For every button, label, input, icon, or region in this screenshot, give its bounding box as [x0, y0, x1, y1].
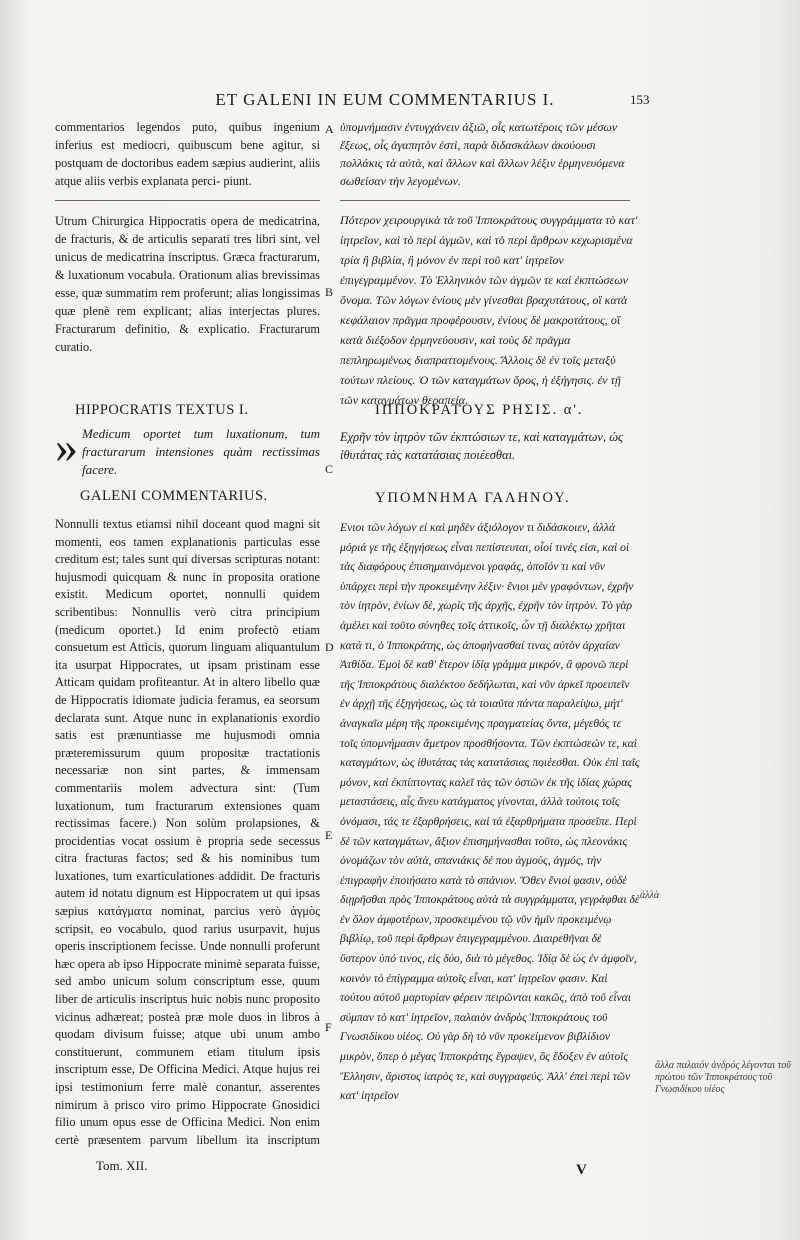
margin-marker-c: C [325, 462, 334, 476]
greek-commentary: Ενιοι τῶν λόγων εἰ καὶ μηδὲν ἀξιόλογον τι διδάσκοιεν, ἀλλὰ μόριά γε τῆς ἐξηγήσεως εἶναι πεπίστευται, οἷοί τινές εἰσι, καὶ οἱ τὰς διαφόρους ἐπισημαινόμενοι γραφάς, ὁποῖόν τι καὶ νῦν ὑπάρχει περὶ τὴν προκειμένην λέξιν· ἔνιοι μὲν γραφόντων, ἐχρῆν τὸν ἰητρὸν, ἐνίων δὲ, χωρὶς τῆς ἀρχῆς, ἐχρῆν τὸν ἰητρὸν. Τὸ γὰρ ἀμέλει καὶ τοῦτο σύνηθες τοῖς ἀττικοῖς, ὧν τῇ διαλέκτῳ χρῆται κατά τι, ὁ Ἱπποκράτης, ὡς ἀποφήνασθαί τινας αὐτὸν ἀρχαίαν Ἀτθίδα. Ἐμοὶ δὲ καθ' ἕτερον ἰδίᾳ γράμμα μικρόν, ἃ φρονῶ περὶ τῆς Ἱπποκράτους διαλέκτου δεδήλωται, καὶ νῦν ἀρκεῖ προειπεῖν ἐν ἀρχῇ τῆς ἐξηγήσεως, ὡς τὰ τοιαῦτα πάντα παραλείψω, μήτ' ἀναγκαῖα μέρη τῆς προκειμένης πραγματείας ὄντα, μέγεθός τε τοῖς ὑπομνήμασιν ἄμετρον προσθήσοντα. Τῶν ἐκπτώσεών τε, καὶ καταγμάτων, ὡς ἰθυτάτας τὰς κατατάσιας ποιέεσθαι. Οὐκ ἐπὶ ταῖς μόνον, καὶ ἐκπίπτοντας καλεῖ τὰς τῶν ὀστῶν ἐκ τῆς ἰδίας χώρας μεταστάσεις, αἷς ἄνευ κατάγματος γίνονται, ἀλλὰ τούτοις τοῖς ὀνόμασι, τάς τε ἐξαρθρήσεις, καὶ τὰ ἐξαρθρήματα προσεῖπε. Περὶ δὲ τῶν καταγμάτων, ἄξιον ἐπισημήνασθαι τοῦτο, ὡς πλεονάκις ὀνομάζων τὸν αὐτὰ, σπανιάκις δέ που ἀγμοὺς, ἀγμός, τὴν ἐπιγραφὴν ἐποιήσατο κατὰ τὸ σπάνιον. Ὅθεν ἔνιοί φασιν, οὐδὲ διῃρῆσθαι πρὸς Ἱπποκράτους αὐτὰ τὰ συγγράμματα, γεγράφθαι δὲ ἐν ὅλον ἀμφοτέρων, προσκειμένου τῷ νῦν ἡμῖν προκειμένῳ βιβλίῳ, τοῦ περὶ ἄρθρων ἐπιγεγραμμένου. Διαιρεθῆναι δὲ ὕστερον ὑπό τινος, εἰς δύο, διὰ τὸ μέγεθος. Ἰδίᾳ δὲ ὡς ἐν ἀμφοῖν, κοινὸν τὸ ἐπίγραμμα αὐτοῖς εἶναι, κατ' ἰητρεῖον φασιν. Καὶ τούτου αὐτοῦ μαρτυρίαν φέρειν πειρῶνται κακῶς, ἀπὸ τοῦ εἶναι σύμπαν τὸ κατ' ἰητρεῖον, παλαιὸν ἀνδρὸς Ἱπποκράτους τοῦ Γνωσιδίκου υἱέος. Οὐ γὰρ δὴ τὸ νῦν προκείμενον βιβλίδιον μικρὸν, ὅπερ ὁ μέγας Ἱπποκράτης ἔγραψεν, ὃς ἔδοξεν ἐν αὐτοῖς Ἕλλησιν, ἄριστος ἰατρὸς τε, καὶ συγγραφεύς. Ἀλλ' ἐπεὶ περὶ τῶν κατ' ἰητρεῖον [340, 521, 640, 1103]
hypomnema-heading: ΥΠΟΜΝΗΜΑ ΓΑΛΗΝΟΥ. [375, 490, 571, 506]
hippocrates-textus [55, 421, 320, 479]
gathering-signature: V [576, 1162, 587, 1178]
margin-marker-e: E [325, 828, 333, 842]
latin-commentary: Nonnulli textus etiamsi nihil doceant quod magni sit momenti, eos tamen explanationis particulas esse creditum est; tales sunt qui diversas scripturas notant: hujusmodi quicquam & nunc in proposita oratione existit. Medicum oportet, nonnulli quidem scribentibus: Nonnullis verò citra principium (medicum oportet.) Id enim profectò etiam consuetum est Atticis, quorum linguam aliquantulum ita usurpat Hippocrates, ut ipsam pristinam esse Atticam quidam profiteantur. At in altero libello quæ de Hippocratis idiomate judicia feramus, ea seorsum declarata sunt. Atque nunc in explanationis exordio satis est prænuntiasse me hujusmodi omnia præteremissurum quum propositæ tractationis necessariæ non sint partes, & immensam commentariis molem advectura sint: (Tum luxationum, tum fracturarum extensiones quam rectissimas facere.) Non solùm prolapsiones, & procidentias vocat ossium è propria sede secessus citra fracturas factos; sed & his nominibus tum luxationes, tum exarticulationes addidit. De fracturis autem id notatu dignum est Hippocratem ut qui ipsas sæpius κατάγματα nominat, parcius verò ἀγμὸς scripsit, eo vocabulo, quod rarius usurpavit, hujus operis inscriptionem fecisse. Unde nonnulli proferunt hæc opera ab ipso Hippocrate minimè separata fuisse, sed ambo unicum solum conscriptum esse, quum liber de articulis inscriptus huic nobis nunc proposito vicinus adhæreat; posteà præ mole duos in libros à quodam divisum fuisse; atque ubi unum ambo constituerunt, communem etiam titulum ipsis inscriptum esse, De Officina Medici. Atque hujus rei ipsi testimonium ferre malè conantur, asserentes nimirum à prisco viro primo Hippocrate Gnosidici filio unum opus esse de Officina Medici. Non enim certè præsentem parvum libellum ita inscriptum [55, 517, 320, 1147]
margin-marker-f: F [325, 1020, 332, 1034]
handwritten-note-short: ἀλλὰ [640, 890, 660, 901]
dropcap-m: » [55, 421, 78, 472]
greek-rule [340, 200, 630, 201]
latin-argument: Utrum Chirurgica Hippocratis opera de medicatrina, de fracturis, & de articulis separati tres libri sint, vel unicus de medicatrina inscriptus. Græca fracturarum, & luxationum vocabula. Orationum alias brevissimas esse, quæ summatim rem proferunt; alias longissimas quæ plenè rem explicant; alias interjectas plures. Fracturarum definitio, & explicatio. Fracturarum curatio. [55, 214, 320, 354]
greek-argument: Πότερον χειρουργικὰ τὰ τοῦ Ἱπποκράτους συγγράμματα τὸ κατ' ἰητρεῖον, καὶ τὸ περὶ ἀγμῶν, καὶ τὸ περὶ ἄρθρων κεχωρισμένα τρία ἢ βιβλία, ἢ μόνον ἐν περὶ τοῦ κατ' ἰητρεῖον ἐπιγεγραμμένον. Τὸ Ἑλληνικὸν τῶν ἀγμῶν τε καὶ ἐκπτώσεων ὄνομα. Τῶν λόγων ἐνίους μὲν γίνεσθαι βραχυτάτους, οἳ κατὰ κεφάλαιον πρᾶγμα προφέρουσιν, ἐνίους δὲ μακροτάτους, οἳ κατὰ διέξοδον ἑρμηνεύουσιν, καὶ τοὺς δὲ πρᾶγμα πεπληρωμένως διαπραττομένους. Ἄλλοις δὲ ἐν τοῖς μεταξὺ τούτων πλείους. Ὁ τῶν καταγμάτων ὅρος, ἡ ἐξήγησις. ἐν τῇ τῶν καταγμάτων θεραπείᾳ. [340, 213, 638, 407]
volume-signature: Tom. XII. [96, 1158, 148, 1173]
textus-text: Medicum oportet tum luxationum, tum fracturarum intensiones quàm rectissimas facere. [82, 426, 320, 477]
running-head: ET GALENI IN EUM COMMENTARIUS I. [215, 90, 555, 109]
hippocrates-rhesis-heading: ΙΠΠΟΚΡΑΤΟΥΣ ΡΗΣΙΣ. α'. [375, 402, 584, 418]
margin-marker-b: B [325, 285, 334, 299]
galeni-commentarius-heading: GALENI COMMENTARIUS. [80, 488, 268, 504]
page-number: 153 [630, 92, 650, 107]
latin-rule [55, 200, 320, 201]
latin-intro: commentarios legendos puto, quibus ingenium inferius est mediocri, quibuscum bene agitur, si postquam de doctoribus eadem sæpius audierint, aliis atque aliis verbis explanata perci- piunt. [55, 120, 320, 188]
hippocrates-textus-heading: HIPPOCRATIS TEXTUS I. [75, 402, 249, 418]
greek-intro: ὑπομνήμασιν ἐντυγχάνειν ἀξιῶ, οἷς κατωτέροις τῶν μέσων ἕξεως, οἷς ἀγαπητὸν ἐστὶ, παρὰ διδασκάλων ἀκούουσι πολλάκις τὰ αὐτὰ, καὶ ἄλλων καὶ ἄλλων λέξιν ἑρμηνευόμενα σωθείσαν τὴν λεγομένων. [340, 120, 625, 188]
margin-marker-a: A [325, 122, 334, 136]
hippocrates-rhesis: Εχρῆν τὸν ἰητρὸν τῶν ἐκπτώσιων τε, καὶ καταγμάτων, ὡς ἰθυτάτας τὰς κατατάσιας ποιέεσθαι. [340, 430, 624, 462]
handwritten-note: ἄλλα παλαιόν ἀνδρός λέγονται τοῦ πρώτου τῶν Ἱπποκράτους τοῦ Γνωσιδίκου υἱέος [655, 1060, 791, 1095]
margin-marker-d: D [325, 640, 334, 654]
